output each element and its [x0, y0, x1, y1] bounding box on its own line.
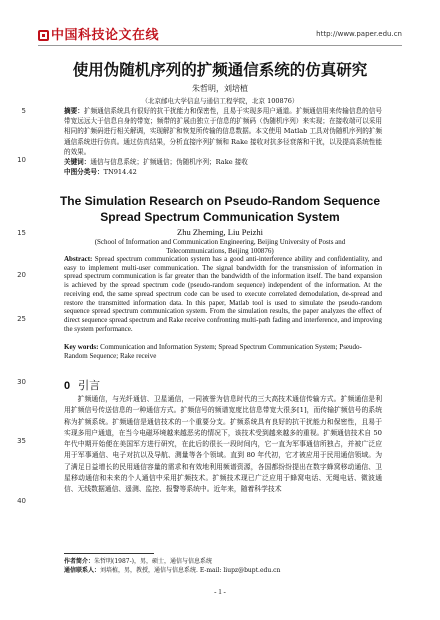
section-title: 引言: [78, 379, 101, 392]
line-number: 15: [17, 229, 26, 237]
affiliation-en: [38, 238, 402, 256]
classification-number: [64, 167, 382, 177]
keywords-text-cn: 通信与信息系统；扩频通信；伪随机序列；Rake 接收: [90, 158, 248, 166]
footnote-rule: [64, 553, 154, 554]
abstract-en: [64, 255, 382, 333]
page-header: [0, 0, 440, 48]
intro-paragraph: 扩频通信，与光纤通信、卫星通信，一同被誉为信息时代的三大高技术通信传输方式。扩频通信是利用扩频信号传送信息的一种通信方式。扩频信号的频谱宽度比信息带宽大很多[1]，而传输扩频信号的系统称为扩频系统。扩频通信是通信技术的一个重要分支。扩频系统具有良好的抗干扰能力和保密性，且易于实现多用户通道，在当今电磁环境越来越恶劣的情况下，该技术受到越来越多的重视。扩频通信技术自 50 年代中期开始便在美国军方进行研究，在此后的很长一段时间内，它一直为军事通信所独占，并被广泛应用于军事通信、电子对抗以及导航、测量等各个领域。直到 80 年代初，它才被应用于民用通信领域。为了满足日益增长的民用通信容量的需求和有效地利用频谱资源，各国都纷纷提出在数字蜂窝移动通信、卫星移动通信和未来的个人通信中采用扩频技术。扩频技术现已广泛应用于蜂窝电话、无绳电话、微波通信、无线数据通信、遥测、监控、报警等系统中。近年来，随着科学技术: [64, 395, 382, 494]
line-number: 25: [17, 315, 26, 323]
authors-cn: 朱哲明，刘培植: [192, 84, 248, 93]
header-url[interactable]: http://www.paper.edu.cn: [316, 30, 402, 38]
abstract-label-cn: 摘要：: [64, 107, 84, 115]
clc-text: TN914.42: [103, 168, 137, 176]
keywords-en: [64, 343, 382, 360]
paper-title-en: [38, 193, 402, 225]
line-number: 10: [17, 156, 26, 164]
keywords-text-en: Communication and Information System; Spread Spectrum Communication System; Pseudo-Random Sequence; Rake receive: [64, 343, 362, 360]
section-number: 0: [64, 380, 71, 392]
logo-mark-icon: [38, 30, 49, 41]
clc-label: 中图分类号：: [64, 168, 104, 176]
line-number: 30: [17, 378, 26, 386]
logo-text: 中国科技论文在线: [51, 28, 160, 43]
page-number: - 1 -: [214, 588, 226, 596]
line-number: 35: [17, 437, 26, 445]
abstract-label-en: Abstract:: [64, 255, 93, 263]
abstract-cn: [64, 106, 382, 157]
header-rule: [38, 45, 402, 46]
footnote-label: 通信联系人：: [64, 567, 101, 574]
affiliation-en-line1: (School of Information and Communication Engineering, Beijing University of Posts and: [94, 238, 346, 246]
keywords-label-en: Key words:: [64, 343, 99, 351]
keywords-cn: [64, 157, 382, 167]
footnote-label: 作者简介：: [64, 558, 95, 565]
footnote-text: 刘培植，男，教授，通信与信息系统. E-mail: liupz@bupt.edu.cn: [100, 567, 281, 574]
authors-en: Zhu Zheming, Liu Peizhi: [177, 227, 263, 237]
line-number: 5: [21, 107, 26, 115]
footnote-text: 朱哲明(1987-)，男，硕士，通信与信息系统: [94, 558, 212, 565]
line-number: 40: [17, 497, 26, 505]
intro-body: [64, 394, 382, 496]
keywords-label-cn: 关键词：: [64, 158, 91, 166]
affiliation-cn: （北京邮电大学信息与通信工程学院，北京 100876）: [141, 97, 299, 105]
footnote-contact: [64, 566, 382, 575]
abstract-text-en: Spread spectrum communication system has a good anti-interference ability and confidentiality, and easy to implement multi-user communication. The signal bandwidth for the transmission of information in spread spectrum communication is far greater than the bandwidth of the information itself. The band expansion is achieved by the spread spectrum code (pseudo-random sequence) independent of the information. At the receiving end, the same spread spectrum code can be used to execute correlated demodulation, de-spread and restore the transmitted information data. In this paper, Matlab tool is used to simulate the pseudo-random sequence spread spectrum communication system. From the simulation results, the paper analyzes the effect of direct sequence spread spectrum and Rake receive confronting multi-path fading and interference, and improving the system performance.: [64, 255, 382, 333]
title-en-line1: The Simulation Research on Pseudo-Random Sequence: [59, 194, 381, 208]
abstract-text-cn: 扩频通信系统具有很好的抗干扰能力和保密性，且易于实现多用户通道。扩频通信用来传输信息的信号带宽远远大于信息自身的带宽；频带的扩展由独立于信息的扩频码（伪随机序列）来实现；在接收端可以采用相同的扩频码进行相关解调，实现解扩和恢复所传输的信息数据。本文使用 Matlab 工具对伪随机序列的扩频通信系统进行仿真。通过仿真结果，分析直接序列扩频和 Rake 接收对抗多径衰落和干扰，以及提高系统性能的效果。: [64, 107, 383, 156]
section-heading: [64, 377, 100, 393]
line-number: 20: [17, 271, 26, 279]
title-en-line2: Spread Spectrum Communication System: [100, 210, 340, 224]
affiliation-en-line2: Telecommunications, Beijing 100876): [166, 247, 274, 255]
journal-logo: [38, 24, 159, 43]
footnote-author-bio: [64, 557, 382, 566]
paper-title-cn: 使用伪随机序列的扩频通信系统的仿真研究: [72, 61, 368, 79]
